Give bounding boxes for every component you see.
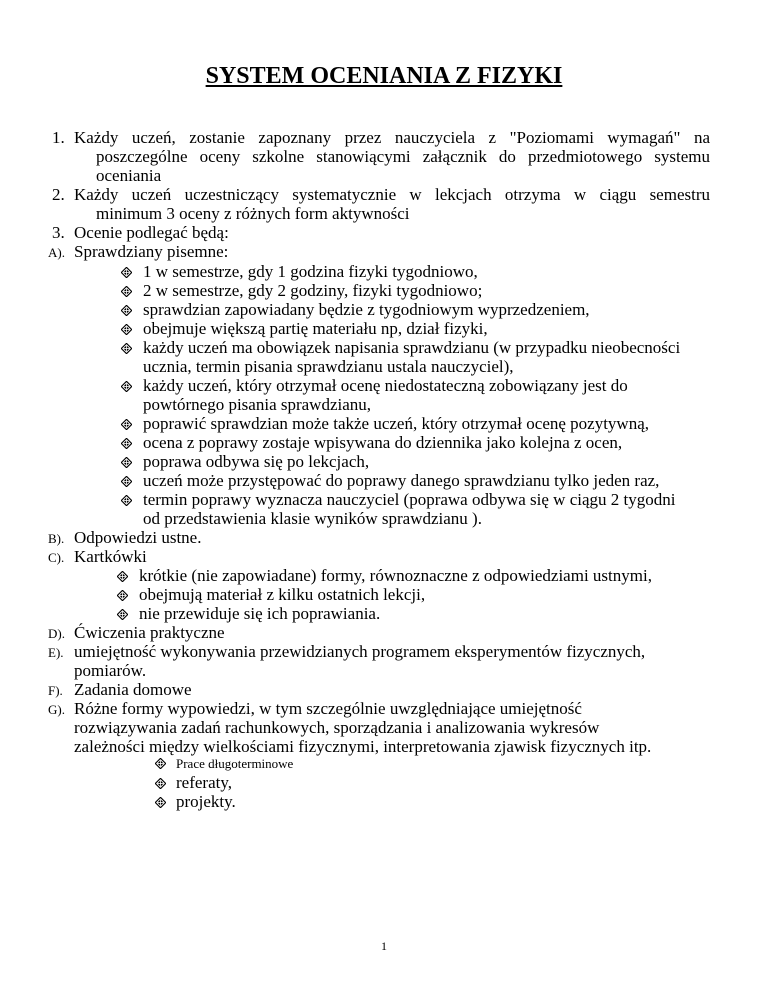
section-letter: D). — [48, 626, 65, 641]
section-a-bullet: poprawa odbywa się po lekcjach, — [143, 452, 370, 471]
diamond-bullet-icon — [121, 495, 132, 506]
section-f-heading: Zadania domowe — [74, 680, 192, 699]
item-1-line-1: Każdy uczeń, zostanie zapoznany przez nauczyciela z "Poziomami wymagań" na — [74, 128, 710, 147]
section-a-bullet-continuation: ucznia, termin pisania sprawdzianu ustala nauczyciel), — [143, 357, 514, 376]
section-a-bullet: uczeń może przystępować do poprawy danego sprawdzianu tylko jeden raz, — [143, 471, 660, 490]
diamond-bullet-icon — [155, 758, 166, 769]
page-number: 1 — [381, 939, 387, 953]
section-a-bullet: poprawić sprawdzian może także uczeń, który otrzymał ocenę pozytywną, — [143, 414, 650, 433]
diamond-bullet-icon — [121, 476, 132, 487]
section-a-bullet-continuation: powtórnego pisania sprawdzianu, — [143, 395, 372, 414]
section-letter: B). — [48, 531, 65, 546]
item-2-line-2: minimum 3 oceny z różnych form aktywności — [96, 204, 410, 223]
diamond-bullet-icon — [117, 571, 128, 582]
diamond-bullet-icon — [121, 381, 132, 392]
diamond-bullet-icon — [121, 324, 132, 335]
item-number: 2. — [52, 185, 65, 204]
section-a-bullet: obejmuje większą partię materiału np, dział fizyki, — [143, 319, 488, 338]
section-letter: F). — [48, 683, 63, 698]
section-a-bullet: 1 w semestrze, gdy 1 godzina fizyki tygodniowo, — [143, 262, 478, 281]
section-a-bullet: 2 w semestrze, gdy 2 godziny, fizyki tygodniowo; — [143, 281, 483, 300]
section-b-heading: Odpowiedzi ustne. — [74, 528, 202, 547]
diamond-bullet-icon — [121, 305, 132, 316]
section-letter: C). — [48, 550, 65, 565]
section-a-bullet: ocena z poprawy zostaje wpisywana do dziennika jako kolejna z ocen, — [143, 433, 623, 452]
item-number: 3. — [52, 223, 65, 242]
section-e-line-2: pomiarów. — [74, 661, 147, 680]
section-a-bullet: każdy uczeń, który otrzymał ocenę niedostateczną zobowiązany jest do — [143, 376, 628, 395]
section-g-line-3: zależności między wielkościami fizycznymi, interpretowania zjawisk fizycznych itp. — [74, 737, 652, 756]
section-g-line-1: Różne formy wypowiedzi, w tym szczególnie uwzględniające umiejętność — [74, 699, 582, 718]
section-d-heading: Ćwiczenia praktyczne — [74, 623, 225, 642]
section-c-heading: Kartkówki — [74, 547, 147, 566]
item-2-line-1: Każdy uczeń uczestniczący systematycznie w lekcjach otrzyma w ciągu semestru — [74, 185, 710, 204]
section-a-bullet: sprawdzian zapowiadany będzie z tygodniowym wyprzedzeniem, — [143, 300, 590, 319]
section-g-line-2: rozwiązywania zadań rachunkowych, sporządzania i analizowania wykresów — [74, 718, 600, 737]
diamond-bullet-icon — [117, 590, 128, 601]
item-3-line-1: Ocenie podlegać będą: — [74, 223, 229, 242]
section-g-bullet: Prace długoterminowe — [176, 756, 294, 771]
section-c-bullet: obejmują materiał z kilku ostatnich lekcji, — [139, 585, 426, 604]
section-e-line-1: umiejętność wykonywania przewidzianych programem eksperymentów fizycznych, — [74, 642, 646, 661]
section-letter: E). — [48, 645, 64, 660]
section-a-heading: Sprawdziany pisemne: — [74, 242, 229, 261]
item-number: 1. — [52, 128, 65, 147]
diamond-bullet-icon — [121, 286, 132, 297]
document-title: SYSTEM OCENIANIA Z FIZYKI — [205, 63, 563, 89]
item-1-line-2: poszczególne oceny szkolne stanowiącymi załącznik do przedmiotowego systemu — [96, 147, 710, 166]
section-c-bullet: krótkie (nie zapowiadane) formy, równoznaczne z odpowiedziami ustnymi, — [139, 566, 652, 585]
diamond-bullet-icon — [121, 343, 132, 354]
diamond-bullet-icon — [121, 419, 132, 430]
section-g-bullet: projekty. — [176, 792, 236, 811]
section-a-bullet: termin poprawy wyznacza nauczyciel (poprawa odbywa się w ciągu 2 tygodni — [143, 490, 676, 509]
section-letter: G). — [48, 702, 65, 717]
diamond-bullet-icon — [155, 778, 166, 789]
section-letter: A). — [48, 245, 65, 260]
diamond-bullet-icon — [121, 438, 132, 449]
item-1-line-3: oceniania — [96, 166, 162, 185]
diamond-bullet-icon — [121, 267, 132, 278]
section-g-bullet: referaty, — [176, 773, 232, 792]
section-a-bullet-continuation: od przedstawienia klasie wyników sprawdzianu ). — [143, 509, 482, 528]
diamond-bullet-icon — [155, 797, 166, 808]
diamond-bullet-icon — [117, 609, 128, 620]
diamond-bullet-icon — [121, 457, 132, 468]
section-a-bullet: każdy uczeń ma obowiązek napisania sprawdzianu (w przypadku nieobecności — [143, 338, 681, 357]
section-c-bullet: nie przewiduje się ich poprawiania. — [139, 604, 381, 623]
